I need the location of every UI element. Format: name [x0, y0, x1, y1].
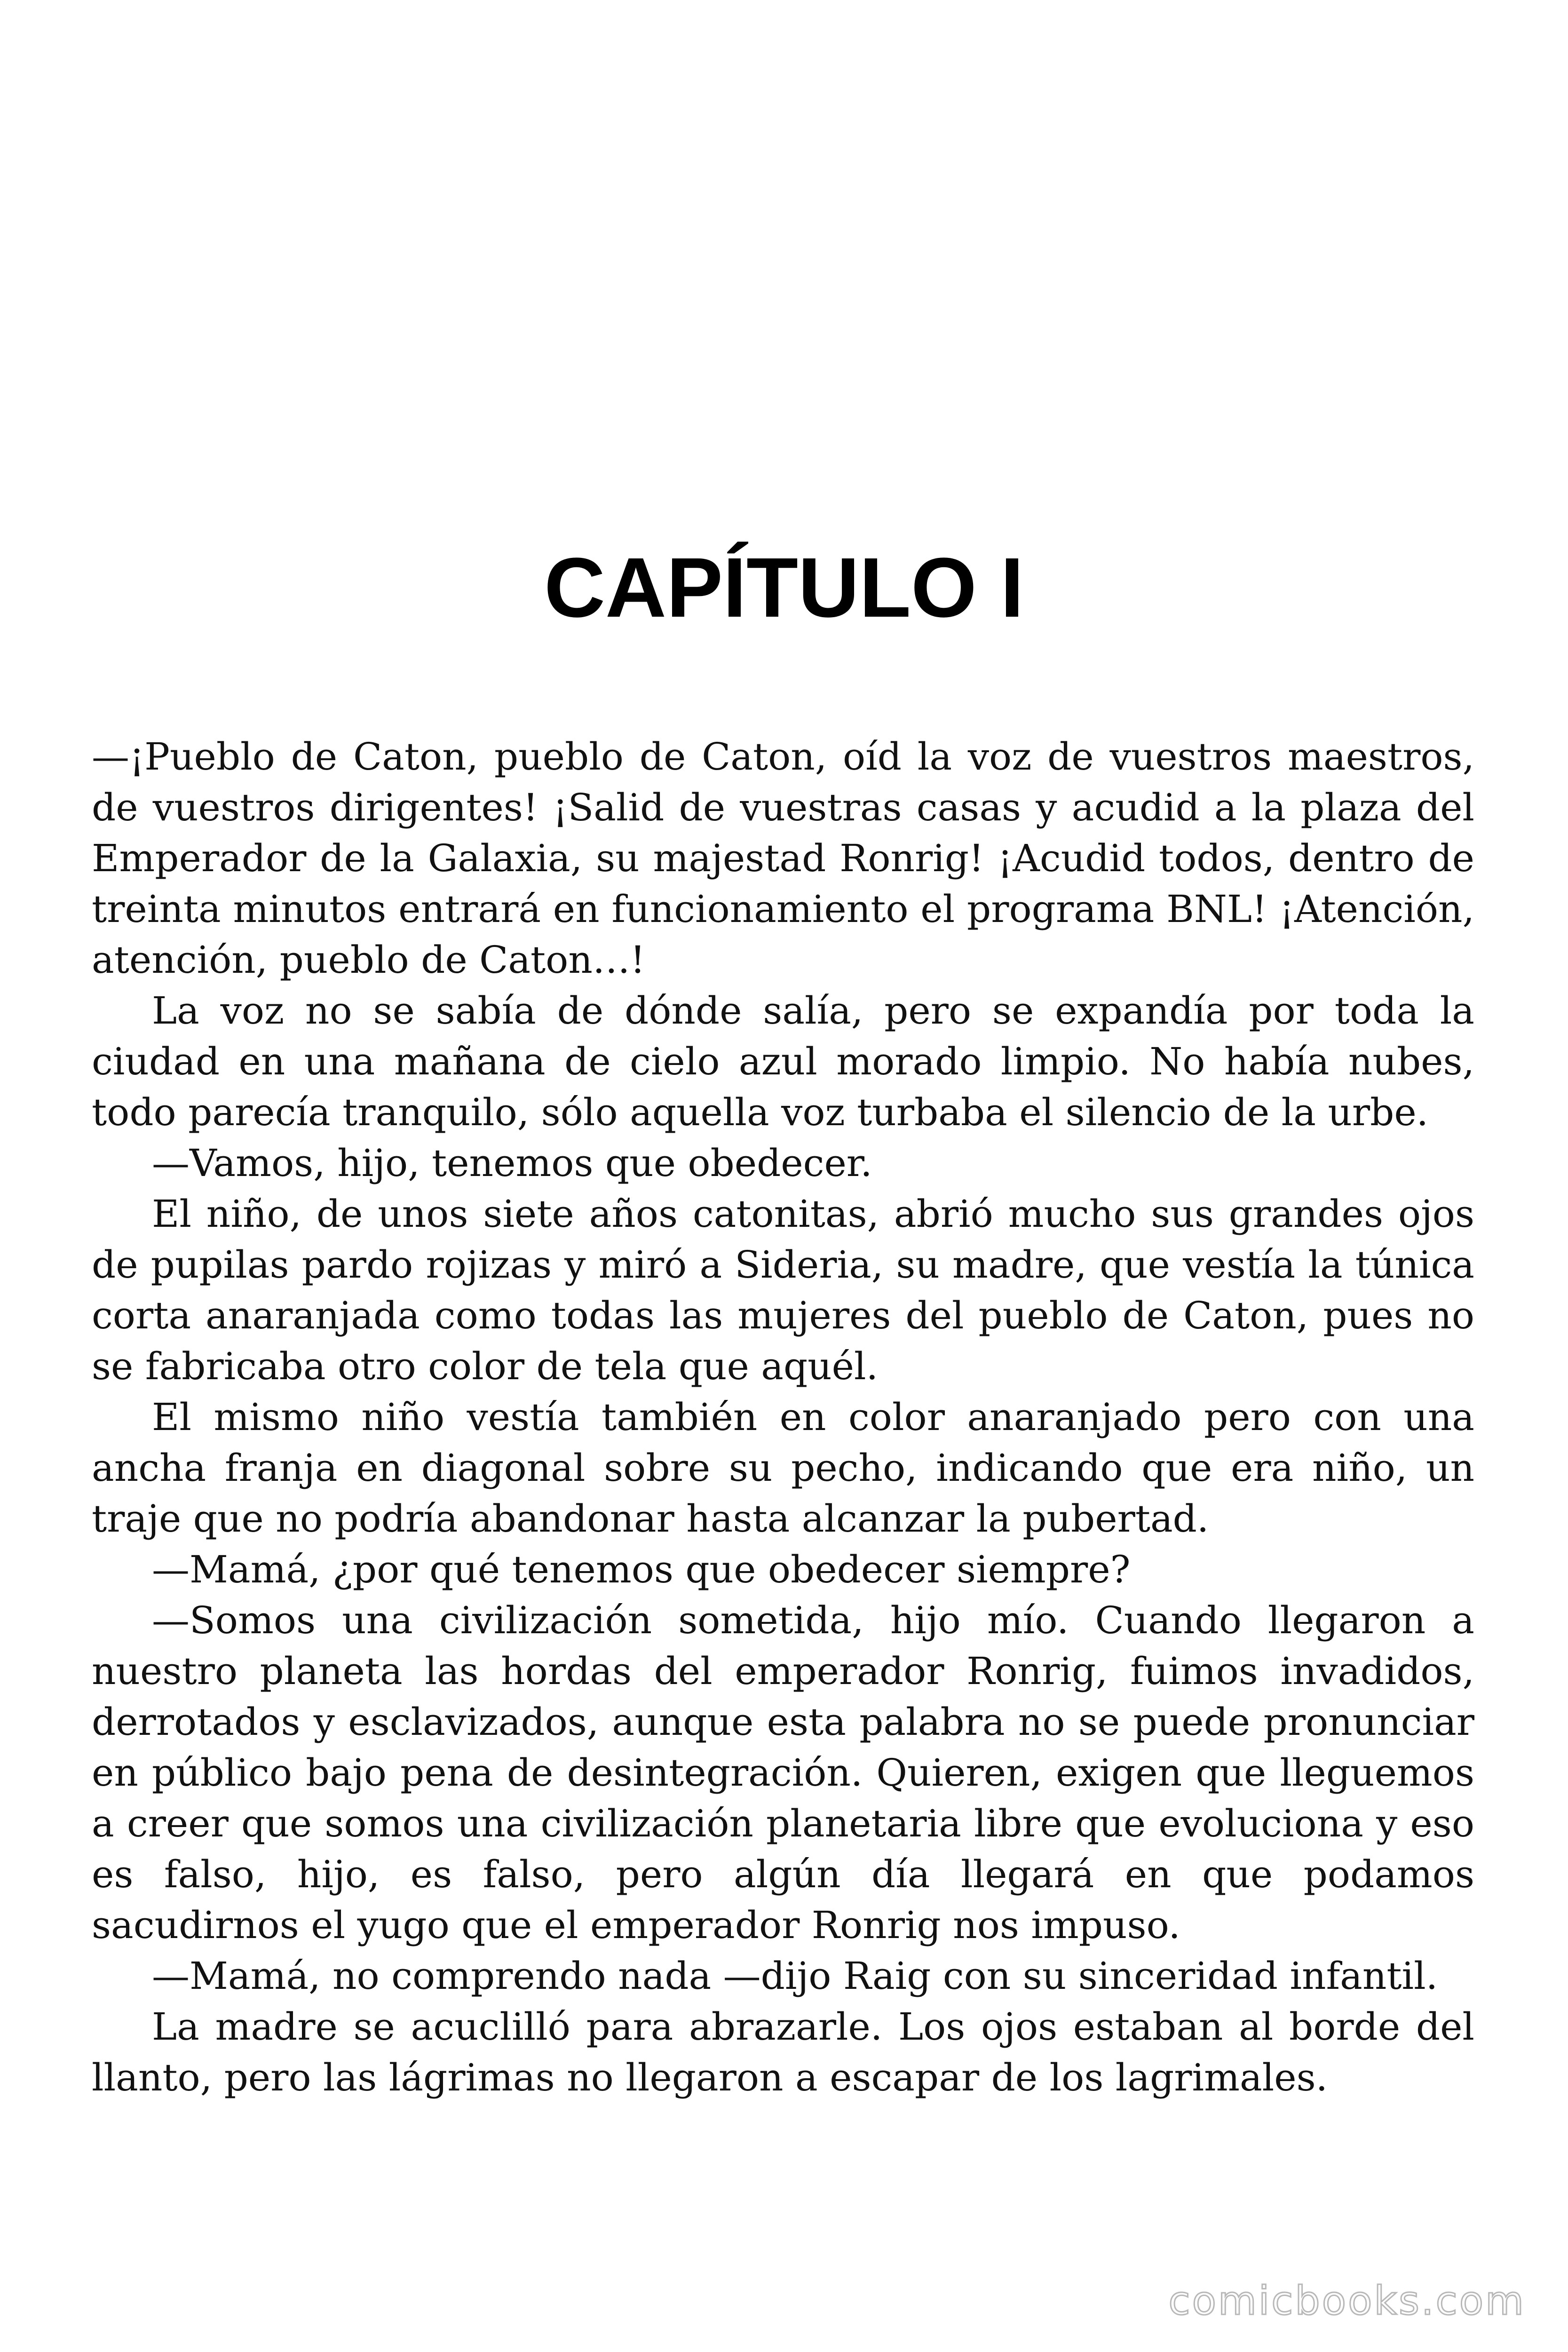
paragraph: —¡Pueblo de Caton, pueblo de Caton, oíd la voz de vuestros maestros, de vuestros dirigentes! ¡Salid de vuestras casas y acudid a la plaza del Emperador de la Galaxia, su majestad Ronrig! ¡Acudid todos, dentro de treinta minutos entrará en funcionamiento el programa BNL! ¡Atención, atención, pueblo de Caton…! — [92, 735, 1474, 982]
paragraph: —Mamá, no comprendo nada —dijo Raig con su sinceridad infantil. — [152, 1954, 1438, 1998]
chapter-body — [92, 731, 1474, 2103]
chapter-title: CAPÍTULO I — [544, 540, 1024, 635]
paragraph: —Vamos, hijo, tenemos que obedecer. — [152, 1141, 872, 1185]
paragraph: —Somos una civilización sometida, hijo mío. Cuando llegaron a nuestro planeta las hordas del emperador Ronrig, fuimos invadidos, derrotados y esclavizados, aunque esta palabra no se puede pronunciar en público bajo pena de desintegración. Quieren, exigen que lleguemos a creer que somos una civilización planetaria libre que evoluciona y eso es falso, hijo, es falso, pero algún día llegará en que podamos sacudirnos el yugo que el emperador Ronrig nos impuso. — [92, 1598, 1474, 1947]
paragraph: La madre se acuclilló para abrazarle. Los ojos estaban al borde del llanto, pero las lágrimas no llegaron a escapar de los lagrimales. — [92, 2005, 1474, 2099]
paragraph: La voz no se sabía de dónde salía, pero se expandía por toda la ciudad en una mañana de cielo azul morado limpio. No había nubes, todo parecía tranquilo, sólo aquella voz turbaba el silencio de la urbe. — [92, 989, 1474, 1134]
watermark: comicbooks.com — [1168, 2278, 1526, 2324]
paragraph: —Mamá, ¿por qué tenemos que obedecer siempre? — [152, 1548, 1131, 1591]
paragraph: El niño, de unos siete años catonitas, abrió mucho sus grandes ojos de pupilas pardo rojizas y miró a Sideria, su madre, que vestía la túnica corta anaranjada como todas las mujeres del pueblo de Caton, pues no se fabricaba otro color de tela que aquél. — [92, 1192, 1474, 1388]
paragraph: El mismo niño vestía también en color anaranjado pero con una ancha franja en diagonal sobre su pecho, indicando que era niño, un traje que no podría abandonar hasta alcanzar la pubertad. — [92, 1395, 1474, 1541]
